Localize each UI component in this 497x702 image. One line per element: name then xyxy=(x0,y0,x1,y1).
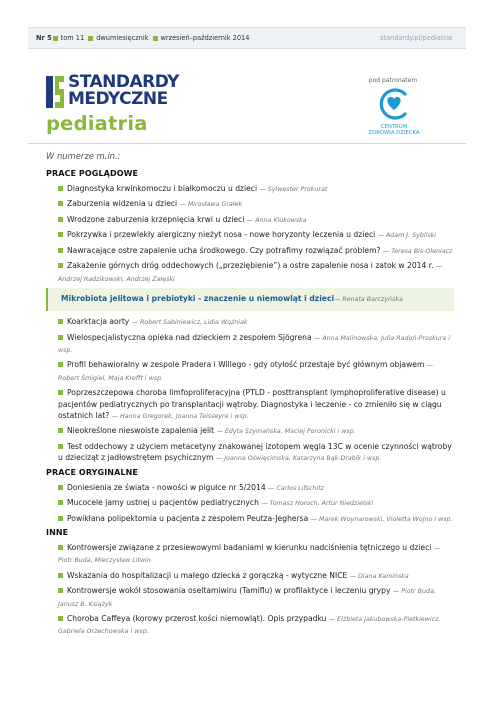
bullet-square-icon xyxy=(58,263,63,268)
article-title: Pokrzywka i przewlekły alergiczny nieżyt nosa - nowe horyzonty leczenia u dzieci xyxy=(67,230,376,240)
article-item[interactable] xyxy=(58,613,454,638)
article-item[interactable] xyxy=(58,214,454,226)
article-authors: — Edyta Szymańska, Maciej Poronicki i wsp. xyxy=(216,428,356,436)
logo-line-1: STANDARDY xyxy=(68,72,179,92)
article-title: Test oddechowy z użyciem metacetyny znakowanej izotopem węgla 13C w ocenie czynności wątroby u dzieciząt z jadłowstrętem psychicznym xyxy=(58,441,452,463)
section-heading: PRACE POGLĄDOWE xyxy=(46,169,139,178)
article-title: Diagnostyka krwinkomoczu i białkomoczu u dzieci xyxy=(67,184,258,193)
bullet-square-icon xyxy=(53,36,58,41)
bullet-square-icon xyxy=(58,390,63,395)
standardy-medyczne-logo xyxy=(46,74,216,112)
article-authors: — Piotr Buda, Mieczysław Litwin xyxy=(58,545,441,565)
article-title: Kontrowersje wokół stosowania oseltamiwiru (Tamiflu) w profilaktyce i leczeniu grypy xyxy=(67,586,391,596)
top-bar xyxy=(0,0,497,57)
featured-article-title: Mikrobiota jelitowa i prebiotyki - znaczenie u niemowląt i dzieci xyxy=(61,294,335,304)
bullet-square-icon xyxy=(58,362,63,367)
article-title: Nieokreślone nieswoiste zapalenia jelit xyxy=(67,426,215,436)
logo-line-2: MEDYCZNE xyxy=(68,88,168,109)
header-divider xyxy=(28,143,466,144)
issue-number: Nr 5 xyxy=(36,34,52,42)
bullet-square-icon xyxy=(58,588,63,593)
bullet-square-icon xyxy=(58,516,63,521)
patron-name-line-1: CENTRUM xyxy=(380,124,408,130)
bullet-square-icon xyxy=(58,186,63,191)
article-authors: — Andrzej Radzikowski, Andrzej Załęski xyxy=(58,263,443,283)
article-item[interactable] xyxy=(58,260,454,285)
table-of-contents xyxy=(46,150,454,641)
bullet-square-icon xyxy=(58,444,63,449)
article-item[interactable] xyxy=(58,441,454,465)
patronage-label: pod patronatem xyxy=(368,77,418,84)
bullet-square-icon xyxy=(58,248,63,253)
article-authors: — Robert Sabiniewicz, Lidia Woźniak xyxy=(131,319,248,327)
issue-info-bar xyxy=(28,27,466,49)
bullet-square-icon xyxy=(58,201,63,206)
article-title: Poprzeszczepowa choroba limfoproliferacyjna (PTLD - posttransplant lymphoproliferative disease) u pacjentów pediatrycznych po transplantacji wątroby. Diagnostyka i leczenie - co zmieniło się w ciągu ostatnich lat? xyxy=(58,388,446,420)
article-item[interactable] xyxy=(58,245,454,257)
toc-intro: W numerze m.in.: xyxy=(46,151,121,161)
bullet-square-icon xyxy=(58,545,63,550)
article-item[interactable] xyxy=(58,513,454,525)
article-title: Kontrowersje związane z przesiewowymi badaniami w kierunku nadciśnienia tętniczego u dzieci xyxy=(67,543,432,553)
article-title: Wskazania do hospitalizacji u małego dziecka z gorączką - wytyczne NICE xyxy=(67,570,348,580)
article-title: Zaburzenia widzenia u dzieci xyxy=(67,199,178,209)
article-title: Powikłana polipektomia u pacjenta z zespołem Peutza-Jeghersa xyxy=(67,513,309,523)
bullet-square-icon xyxy=(153,36,158,41)
section-heading: INNE xyxy=(46,528,69,538)
article-item[interactable] xyxy=(58,497,454,509)
article-title: Mucocele jamy ustnej u pacjentów pediatrycznych xyxy=(67,498,259,508)
article-authors: — Hanna Gregorek, Joanna Teisseyre i wsp. xyxy=(111,412,249,420)
article-item[interactable] xyxy=(58,425,454,437)
logo-mark-icon xyxy=(46,76,64,108)
bullet-square-icon xyxy=(58,232,63,237)
article-item[interactable] xyxy=(58,332,454,357)
bullet-square-icon xyxy=(58,573,63,578)
article-item[interactable] xyxy=(58,482,454,494)
article-authors: — Mirosława Grałek xyxy=(179,201,243,209)
article-authors: — Anna Malinowska, Julia Radoń-Proskura i wsp. xyxy=(58,334,450,354)
article-title: Wielospecjalistyczna opieka nad dzieckiem z zespołem Sjögrena xyxy=(67,332,312,342)
article-title: Choroba Caffeya (korowy przerost kości niemowląt). Opis przypadku xyxy=(67,614,327,624)
bullet-square-icon xyxy=(58,428,63,433)
article-authors: — Adam J. Sybilski xyxy=(377,232,437,240)
bullet-square-icon xyxy=(58,319,63,324)
article-authors: — Tomasz Horoch, Artur Niedzielski xyxy=(261,500,374,508)
journal-title: pediatria xyxy=(46,112,148,135)
article-authors: — Robert Śmigiel, Maja Krefft i wsp. xyxy=(58,362,434,382)
heart-logo-icon xyxy=(376,88,412,120)
article-item[interactable] xyxy=(58,359,454,384)
article-authors: — Teresa Bis-Oleniacz xyxy=(382,247,453,255)
article-title: Doniesienia ze świata - nowości w pigułce nr 5/2014 xyxy=(67,482,266,492)
article-item[interactable] xyxy=(58,183,454,195)
frequency: dwumiesięcznik xyxy=(96,34,149,42)
article-title: Nawracające ostre zapalenie ucha środkowego. Czy potrafimy rozwiązać problem? xyxy=(67,245,381,255)
journal-url[interactable]: standardy.pl/pediatria xyxy=(379,34,452,42)
article-title: Zakażenie górnych dróg oddechowych („przeziębienie”) a ostre zapalenie nosa i zatok w 2014 r. xyxy=(67,261,434,271)
article-item[interactable] xyxy=(58,542,454,567)
article-title: Koarktacja aorty xyxy=(67,317,130,327)
article-item[interactable] xyxy=(58,585,454,610)
bullet-square-icon xyxy=(88,36,93,41)
bullet-square-icon xyxy=(58,217,63,222)
volume: tom 11 xyxy=(60,34,85,42)
bullet-square-icon xyxy=(58,616,63,621)
bullet-square-icon xyxy=(58,485,63,490)
bullet-square-icon xyxy=(58,335,63,340)
article-title: Profil behawioralny w zespole Pradera i Willego - gdy otyłość przestaje być głównym objawem xyxy=(67,360,425,370)
article-authors: — Diana Kamińska xyxy=(349,572,409,580)
article-authors: — Sylwester Prokurat xyxy=(259,186,328,193)
patron-logo xyxy=(358,88,430,137)
article-item[interactable] xyxy=(58,570,454,582)
article-item[interactable] xyxy=(58,316,454,328)
article-authors: — Anna Klukowska xyxy=(246,216,307,224)
patron-name-line-2: ZDROWIA DZIECKA xyxy=(368,130,420,137)
article-item[interactable] xyxy=(58,387,454,422)
section-heading: PRACE ORYGINALNE xyxy=(46,467,138,477)
featured-article-authors: — Renata Barczyńska xyxy=(334,296,403,304)
article-item[interactable] xyxy=(58,229,454,241)
article-authors: — Joanna Oświęcimska, Katarzyna Bąk-Drabik i wsp. xyxy=(215,455,382,463)
bullet-square-icon xyxy=(58,500,63,505)
logo-text xyxy=(68,74,179,107)
article-authors: — Elżbieta Jakubowska-Pietkiewicz, Gabriela Orzechowska i wsp. xyxy=(58,616,441,636)
article-authors: — Carlos Lifschitz xyxy=(268,484,324,492)
issue-date: wrzesień–październik 2014 xyxy=(160,34,250,42)
article-title: Wrodzone zaburzenia krzepnięcia krwi u dzieci xyxy=(67,214,245,224)
article-item[interactable] xyxy=(58,198,454,210)
article-authors: — Marek Woynarowski, Violetta Wojno i wsp. xyxy=(310,515,453,523)
article-authors: — Piotr Buda, Janusz B. Książyk xyxy=(58,588,436,608)
featured-article[interactable] xyxy=(46,288,454,311)
